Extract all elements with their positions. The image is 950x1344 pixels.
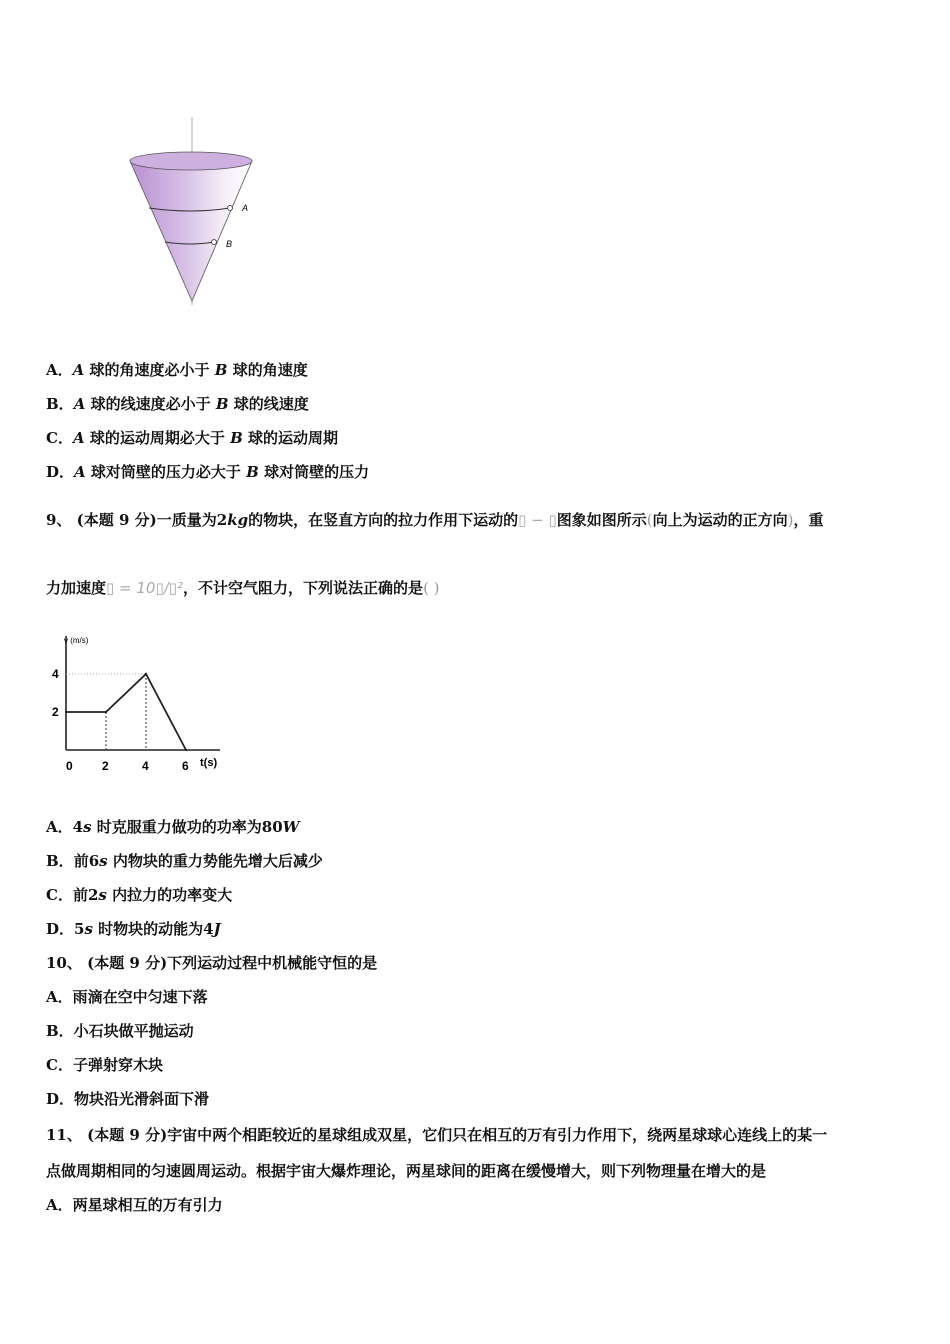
q9-option-b: B．前6s 内物块的重力势能先增大后减少 (46, 852, 323, 870)
x-tick-4: 4 (142, 759, 149, 773)
x-axis-label: t(s) (200, 757, 218, 769)
q9-stem-line2: 力加速度▯ = 10▯/▯²，不计空气阻力，下列说法正确的是( ) (46, 579, 440, 597)
q9-option-a: A．4s 时克服重力做功的功率为80W (46, 818, 300, 836)
q9-stem-line1: 9、 (本题 9 分)一质量为2kg的物块，在竖直方向的拉力作用下运动的▯ − ▯图象如图所示(向上为运动的正方向)，重 (46, 511, 824, 529)
data-point-2 (105, 711, 107, 713)
cone-rim (130, 152, 252, 170)
y-axis-label: v (m/s) (64, 636, 89, 645)
q8-option-c: C．A 球的运动周期必大于 B 球的运动周期 (46, 429, 339, 447)
y-tick-4: 4 (52, 667, 59, 681)
data-point-4 (145, 673, 147, 675)
series-line (66, 674, 186, 750)
x-tick-0: 0 (66, 759, 73, 773)
q9-option-c: C．前2s 内拉力的功率变大 (46, 886, 233, 904)
cone-body (130, 161, 252, 301)
data-point-6 (185, 749, 187, 751)
q10-stem: 10、 (本题 9 分)下列运动过程中机械能守恒的是 (46, 954, 378, 972)
q10-option-c: C．子弹射穿木块 (46, 1056, 163, 1074)
q9-option-d: D．5s 时物块的动能为4J (46, 920, 221, 938)
q11-stem-line2: 点做周期相同的匀速圆周运动。根据宇宙大爆炸理论，两星球间的距离在缓慢增大，则下列物理量在增大的是 (46, 1162, 767, 1180)
ball-b (212, 240, 217, 245)
y-tick-2: 2 (52, 705, 59, 719)
q11-option-a: A．两星球相互的万有引力 (46, 1196, 223, 1214)
q10-option-b: B．小石块做平抛运动 (46, 1022, 194, 1040)
cone-figure (120, 115, 270, 310)
ball-a (228, 206, 233, 211)
label-a: A (242, 203, 249, 213)
q10-option-d: D．物块沿光滑斜面下滑 (46, 1090, 210, 1108)
data-point-0 (65, 711, 67, 713)
q8-option-d: D．A 球对筒壁的压力必大于 B 球对筒壁的压力 (46, 463, 370, 481)
q8-option-b: B．A 球的线速度必小于 B 球的线速度 (46, 395, 309, 413)
q11-stem-line1: 11、 (本题 9 分)宇宙中两个相距较近的星球组成双星，它们只在相互的万有引力作用下，绕两星球球心连线上的某一 (46, 1126, 828, 1144)
vt-chart (44, 628, 234, 778)
x-tick-2: 2 (102, 759, 109, 773)
x-tick-6: 6 (182, 759, 189, 773)
q8-option-a: A．A 球的角速度必小于 B 球的角速度 (46, 361, 308, 379)
label-b: B (226, 239, 233, 249)
q10-option-a: A．雨滴在空中匀速下落 (46, 988, 208, 1006)
